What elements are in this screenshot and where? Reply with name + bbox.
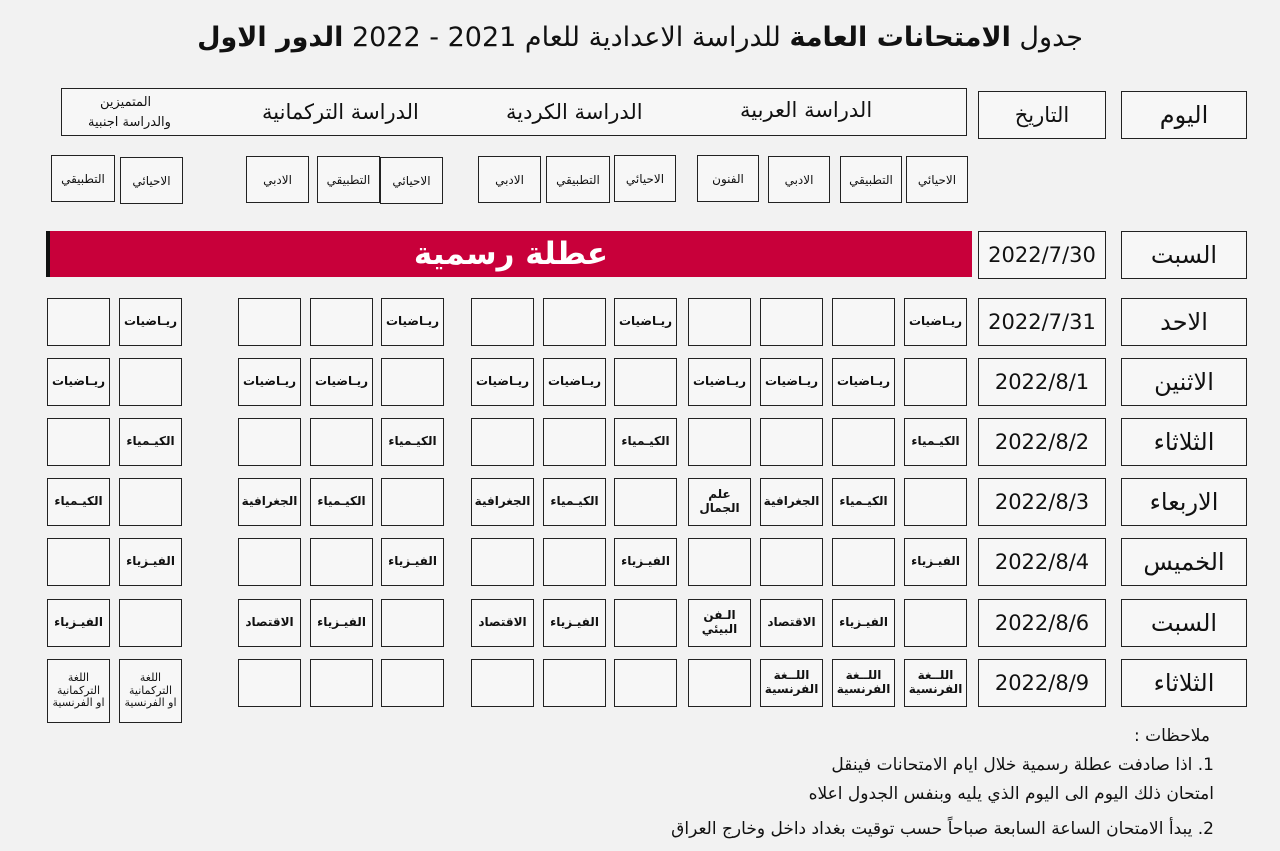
exam-cell (832, 659, 895, 707)
exam-cell (471, 659, 534, 707)
exam-cell (119, 298, 182, 346)
header-gifted-line1: المتميزين (100, 95, 152, 110)
exam-cell (614, 659, 677, 707)
exam-cell (381, 599, 444, 647)
exam-cell (904, 298, 967, 346)
subheader-kurdish-literary: الادبي (478, 156, 541, 203)
exam-cell (543, 659, 606, 707)
exam-cell (832, 298, 895, 346)
holiday-date: 2022/7/30 (978, 231, 1106, 279)
exam-cell (238, 659, 301, 707)
exam-subject: ريـاضيات (547, 374, 602, 389)
exam-cell (904, 478, 967, 526)
exam-cell (543, 478, 606, 526)
exam-subject: الاقتصاد (767, 615, 816, 630)
exam-subject: ريـاضيات (908, 314, 963, 329)
exam-subject: الاقتصاد (478, 615, 527, 630)
exam-cell (381, 418, 444, 466)
exam-subject: الـفن البيئي (701, 608, 738, 636)
note-line-1: 1. اذا صادفت عطلة رسمية خلال ايام الامتحانات فينقل (831, 755, 1214, 775)
exam-cell (614, 478, 677, 526)
exam-subject: الفيـزياء (54, 615, 103, 630)
exam-subject: الكيـمياء (550, 494, 599, 509)
exam-cell (381, 538, 444, 586)
exam-cell (688, 418, 751, 466)
exam-cell (614, 298, 677, 346)
exam-cell (832, 418, 895, 466)
row-day: الاحد (1121, 298, 1247, 346)
row-day: السبت (1121, 599, 1247, 647)
exam-subject: الفيـزياء (550, 615, 599, 630)
exam-cell (832, 538, 895, 586)
exam-cell (760, 358, 823, 406)
exam-cell (904, 659, 967, 707)
exam-cell (760, 599, 823, 647)
exam-subject: اللــغة الفرنسية (764, 668, 819, 696)
exam-subject: الجغرافية (241, 494, 298, 509)
subheader-turkmen-applied: التطبيقي (317, 156, 380, 203)
header-turkmen-study: الدراسة التركمانية (262, 100, 419, 124)
exam-cell (310, 538, 373, 586)
exam-subject: ريـاضيات (618, 314, 673, 329)
exam-subject: الفيـزياء (839, 615, 888, 630)
row-date: 2022/7/31 (978, 298, 1106, 346)
header-day: اليوم (1121, 91, 1247, 139)
exam-cell (471, 599, 534, 647)
exam-subject: اللغة التركمانية او الفرنسية (52, 671, 105, 710)
exam-cell (543, 298, 606, 346)
exam-cell (543, 599, 606, 647)
exam-cell (381, 659, 444, 707)
exam-cell (760, 478, 823, 526)
header-gifted-line2: والدراسة اجنبية (88, 115, 171, 130)
exam-subject: ريـاضيات (123, 314, 178, 329)
exam-cell (310, 599, 373, 647)
exam-subject: علم الجمال (699, 487, 740, 515)
exam-cell (832, 358, 895, 406)
exam-subject: ريـاضيات (475, 374, 530, 389)
exam-cell (310, 478, 373, 526)
header-kurdish-study: الدراسة الكردية (506, 100, 643, 124)
exam-subject: اللغة التركمانية او الفرنسية (124, 671, 177, 710)
exam-cell (543, 538, 606, 586)
exam-subject: اللــغة الفرنسية (836, 668, 891, 696)
exam-subject: الكيـمياء (621, 434, 670, 449)
exam-cell (543, 358, 606, 406)
exam-subject: الجغرافية (474, 494, 531, 509)
exam-subject: الفيـزياء (911, 554, 960, 569)
exam-subject: ريـاضيات (764, 374, 819, 389)
exam-cell (471, 478, 534, 526)
exam-cell (614, 418, 677, 466)
subheader-turkmen-biology: الاحيائي (380, 157, 443, 204)
exam-cell (471, 538, 534, 586)
exam-subject: الفيـزياء (621, 554, 670, 569)
exam-cell (904, 538, 967, 586)
row-date: 2022/8/6 (978, 599, 1106, 647)
exam-cell (47, 538, 110, 586)
exam-subject: ريـاضيات (51, 374, 106, 389)
exam-subject: الكيـمياء (317, 494, 366, 509)
exam-subject: الاقتصاد (245, 615, 294, 630)
header-date: التاريخ (978, 91, 1106, 139)
row-date: 2022/8/2 (978, 418, 1106, 466)
exam-cell (471, 358, 534, 406)
exam-cell (47, 478, 110, 526)
exam-cell (381, 298, 444, 346)
exam-cell (471, 418, 534, 466)
exam-cell (47, 298, 110, 346)
exam-cell (310, 418, 373, 466)
row-date: 2022/8/9 (978, 659, 1106, 707)
exam-cell (238, 538, 301, 586)
exam-cell (832, 478, 895, 526)
exam-subject: اللــغة الفرنسية (908, 668, 963, 696)
notes-heading: ملاحظات : (1133, 726, 1210, 746)
exam-cell (543, 418, 606, 466)
exam-cell (381, 358, 444, 406)
page-title: جدول الامتحانات العامة للدراسة الاعدادية للعام 2021 - 2022 الدور الاول (197, 22, 1083, 53)
subheader-gifted-biology: الاحيائي (120, 157, 183, 204)
exam-cell (760, 298, 823, 346)
exam-cell (760, 659, 823, 707)
subheader-kurdish-applied: التطبيقي (546, 156, 610, 203)
exam-cell (688, 659, 751, 707)
exam-cell (119, 418, 182, 466)
exam-cell (47, 358, 110, 406)
exam-cell (238, 358, 301, 406)
exam-subject: ريـاضيات (692, 374, 747, 389)
exam-subject: الكيـمياء (54, 494, 103, 509)
exam-cell (119, 599, 182, 647)
exam-cell (238, 478, 301, 526)
exam-subject: الفيـزياء (317, 615, 366, 630)
row-day: الخميس (1121, 538, 1247, 586)
exam-cell (614, 599, 677, 647)
subheader-turkmen-literary: الادبي (246, 156, 309, 203)
subheader-gifted-applied: التطبيقي (51, 155, 115, 202)
exam-cell (119, 538, 182, 586)
header-arabic-study: الدراسة العربية (740, 98, 873, 122)
holiday-banner: عطلة رسمية (46, 231, 972, 277)
row-date: 2022/8/1 (978, 358, 1106, 406)
exam-cell (614, 538, 677, 586)
exam-subject: ريـاضيات (836, 374, 891, 389)
notes-section (671, 722, 1214, 844)
exam-cell (832, 599, 895, 647)
exam-cell (904, 418, 967, 466)
exam-subject: الجغرافية (763, 494, 820, 509)
exam-cell (310, 358, 373, 406)
exam-cell (471, 298, 534, 346)
exam-subject: ريـاضيات (242, 374, 297, 389)
exam-subject: الفيـزياء (126, 554, 175, 569)
note-line-2: امتحان ذلك اليوم الى اليوم الذي يليه وبنفس الجدول اعلاه (808, 784, 1214, 804)
exam-cell (310, 298, 373, 346)
exam-subject: الكيـمياء (911, 434, 960, 449)
exam-subject: الكيـمياء (126, 434, 175, 449)
exam-cell (381, 478, 444, 526)
subheader-arabic-literary: الادبي (768, 156, 830, 203)
exam-subject: الكيـمياء (839, 494, 888, 509)
row-day: الاثنين (1121, 358, 1247, 406)
subheader-arabic-applied: التطبيقي (840, 156, 902, 203)
exam-cell (310, 659, 373, 707)
exam-cell (238, 418, 301, 466)
exam-cell (119, 478, 182, 526)
exam-cell (688, 358, 751, 406)
row-day: الاربعاء (1121, 478, 1247, 526)
exam-subject: ريـاضيات (314, 374, 369, 389)
exam-cell (119, 659, 182, 723)
subheader-arabic-biology: الاحيائي (906, 156, 968, 203)
row-day: الثلاثاء (1121, 418, 1247, 466)
exam-cell (688, 599, 751, 647)
exam-cell (904, 599, 967, 647)
exam-cell (688, 538, 751, 586)
exam-cell (904, 358, 967, 406)
subheader-arabic-arts: الفنون (697, 155, 759, 202)
exam-subject: الفيـزياء (388, 554, 437, 569)
exam-cell (47, 599, 110, 647)
exam-cell (614, 358, 677, 406)
exam-cell (688, 298, 751, 346)
exam-subject: الكيـمياء (388, 434, 437, 449)
exam-cell (238, 298, 301, 346)
exam-cell (688, 478, 751, 526)
exam-cell (238, 599, 301, 647)
exam-cell (760, 418, 823, 466)
row-date: 2022/8/4 (978, 538, 1106, 586)
exam-cell (760, 538, 823, 586)
note-line-3: 2. يبدأ الامتحان الساعة السابعة صباحاً حسب توقيت بغداد داخل وخارج العراق (671, 819, 1214, 839)
exam-subject: ريـاضيات (385, 314, 440, 329)
subheader-kurdish-biology: الاحيائي (614, 155, 676, 202)
exam-cell (119, 358, 182, 406)
row-date: 2022/8/3 (978, 478, 1106, 526)
exam-cell (47, 659, 110, 723)
holiday-day: السبت (1121, 231, 1247, 279)
row-day: الثلاثاء (1121, 659, 1247, 707)
exam-cell (47, 418, 110, 466)
